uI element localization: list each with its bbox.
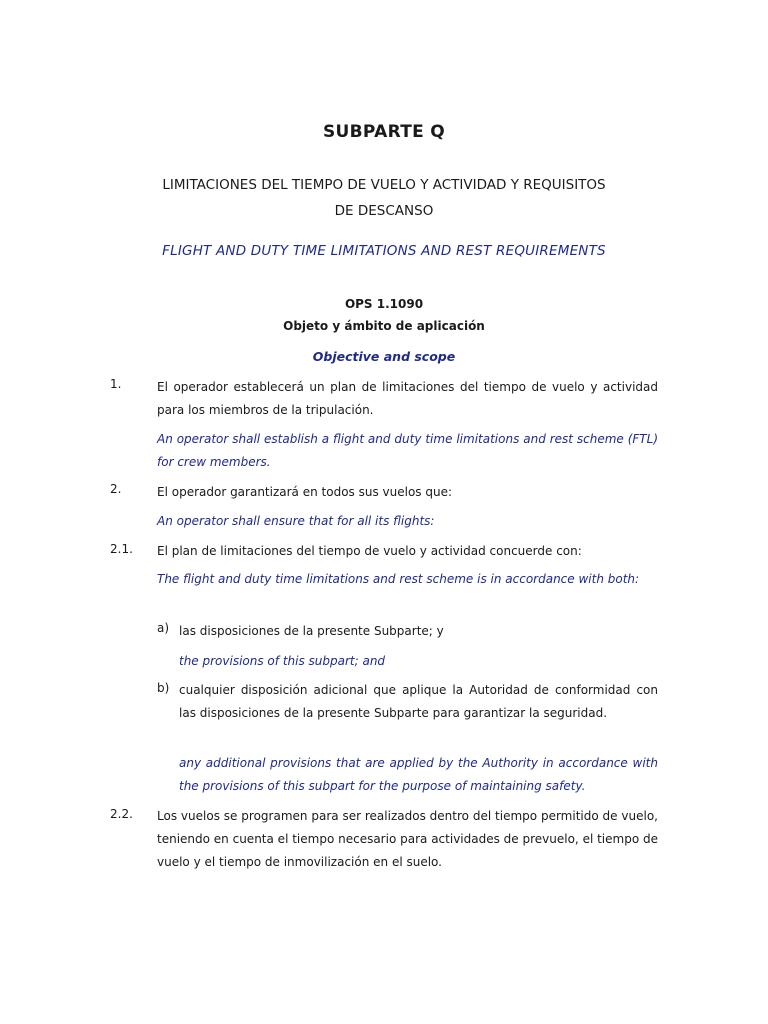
item-number: 1. <box>110 377 122 391</box>
sub-item-spanish: cualquier disposición adicional que aplique la Autoridad de conformidad con las disposiciones de la presente Subparte para garantizar la seguridad. <box>179 683 658 720</box>
item-number: 2.2. <box>110 807 133 821</box>
item-number: 2.1. <box>110 542 133 556</box>
sub-item-label: a) <box>157 621 170 635</box>
paragraph-spanish: El operador garantizará en todos sus vuelos que: <box>157 485 453 499</box>
section-title-english: Objective and scope <box>312 349 456 364</box>
paragraph-spanish: Los vuelos se programen para ser realizados dentro del tiempo permitido de vuelo, teniendo en cuenta el tiempo necesario para actividades de prevuelo, el tiempo de vuelo y el tiempo de inmovilización en el suelo. <box>157 809 658 869</box>
paragraph-english: An operator shall ensure that for all its flights: <box>157 514 435 528</box>
section-title-spanish: Objeto y ámbito de aplicación <box>283 319 485 333</box>
title-spanish <box>0 172 768 224</box>
item-number: 2. <box>110 482 122 496</box>
sub-item-spanish: las disposiciones de la presente Subparte; y <box>179 624 444 638</box>
title-english: FLIGHT AND DUTY TIME LIMITATIONS AND REST REQUIREMENTS <box>162 243 606 259</box>
paragraph-spanish: El operador establecerá un plan de limitaciones del tiempo de vuelo y actividad para los miembros de la tripulación. <box>157 380 658 417</box>
section-code: OPS 1.1090 <box>344 297 424 311</box>
sub-item-label: b) <box>157 681 170 695</box>
paragraph-english: The flight and duty time limitations and rest scheme is in accordance with both: <box>157 572 640 586</box>
title-spanish-line1: LIMITACIONES DEL TIEMPO DE VUELO Y ACTIVIDAD Y REQUISITOS <box>162 177 606 193</box>
sub-item-english: the provisions of this subpart; and <box>179 654 386 668</box>
sub-item-english: any additional provisions that are applied by the Authority in accordance with the provisions of this subpart for the purpose of maintaining safety. <box>179 756 658 793</box>
paragraph-english: An operator shall establish a flight and duty time limitations and rest scheme (FTL) for crew members. <box>157 432 658 469</box>
paragraph-spanish: El plan de limitaciones del tiempo de vuelo y actividad concuerde con: <box>157 544 582 558</box>
title-spanish-line2: DE DESCANSO <box>334 203 434 219</box>
subpart-heading: SUBPARTE Q <box>323 122 445 142</box>
